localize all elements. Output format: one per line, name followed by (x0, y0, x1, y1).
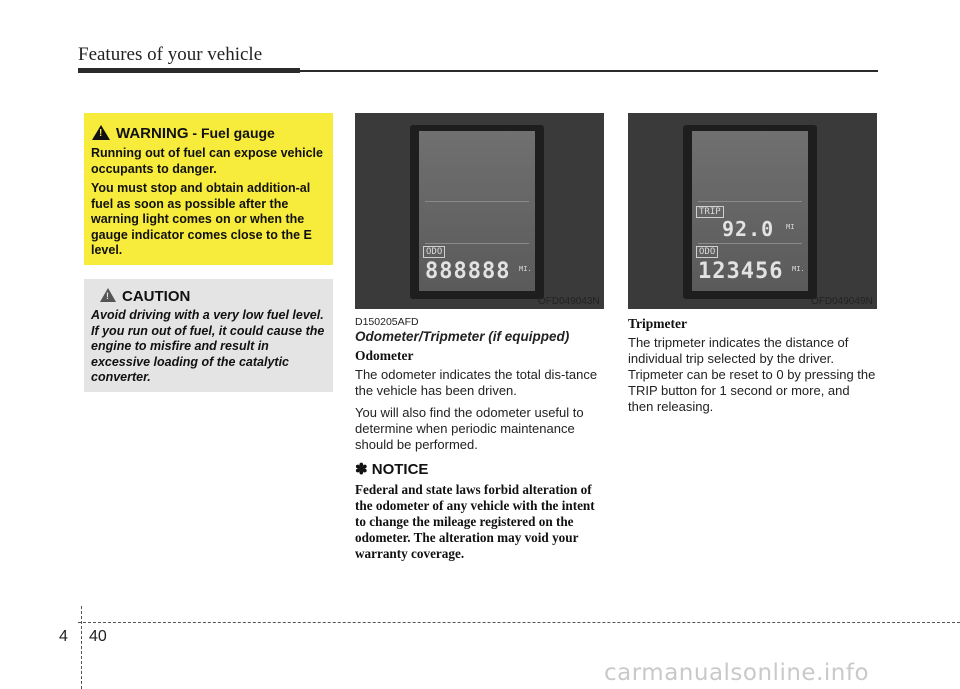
cluster-display-frame (410, 125, 544, 299)
page-header-title: Features of your vehicle (78, 44, 263, 65)
display-divider (698, 201, 802, 202)
header-bar (78, 68, 300, 73)
trip-unit: MI (786, 223, 795, 231)
odometer-figure (355, 113, 604, 309)
tripmeter-figure (628, 113, 877, 309)
odo-digits: 123456 (698, 259, 784, 284)
caution-heading (100, 288, 190, 305)
footer-divider (81, 606, 82, 689)
warning-paragraph: Running out of fuel can expose vehicle occupants to danger. (91, 146, 323, 176)
cluster-display-screen (419, 131, 535, 291)
header-rule (300, 70, 878, 72)
warning-paragraph: You must stop and obtain addition-al fuel as soon as possible after the warning light comes on or when the gauge indicator comes close to the E level. (91, 181, 312, 257)
tripmeter-heading: Tripmeter (628, 316, 687, 331)
odo-unit: MI. (792, 265, 805, 273)
tripmeter-paragraph: The tripmeter indicates the distance of individual trip selected by the driver. Tripmeter can be reset to 0 by pressing the TRIP button for 1 second or more, and then releasing. (628, 335, 876, 414)
warning-heading (92, 125, 275, 142)
display-divider (425, 243, 529, 244)
cluster-display-screen (692, 131, 808, 291)
trip-digits: 92.0 (722, 217, 775, 241)
odo-tag: ODO (696, 246, 718, 258)
odometer-paragraph: The odometer indicates the total dis-tance the vehicle has been driven. (355, 367, 598, 398)
notice-text: Federal and state laws forbid alteration of the odometer of any vehicle with the intent to change the mileage registered on the odometer. The alteration may void your warranty coverage. (355, 482, 595, 561)
odo-tag: ODO (423, 246, 445, 258)
cluster-display-frame (683, 125, 817, 299)
figure-code: OFD049043N (538, 296, 600, 307)
figure-code: OFD049049N (811, 296, 873, 307)
tripmeter-section (628, 316, 877, 421)
document-code: D150205AFD (355, 316, 419, 328)
odometer-section (355, 348, 604, 459)
caution-text: Avoid driving with a very low fuel level. If you run out of fuel, it could cause the engine to misfire and result in excessive loading of the catalytic converter. (91, 308, 325, 384)
display-divider (698, 243, 802, 244)
display-divider (425, 201, 529, 202)
section-subtitle: Odometer/Tripmeter (if equipped) (355, 329, 570, 344)
warning-topic: - Fuel gauge (188, 125, 275, 141)
caution-label: CAUTION (122, 288, 191, 305)
warning-triangle-icon (92, 125, 110, 140)
caution-box (84, 279, 333, 392)
odo-digits: 888888 (425, 259, 511, 284)
trip-tag: TRIP (696, 206, 724, 218)
odo-unit: MI. (519, 265, 532, 273)
warning-text (91, 146, 327, 263)
caution-triangle-icon (100, 288, 116, 302)
chapter-number: 4 (59, 628, 68, 645)
page-number: 40 (89, 628, 107, 645)
warning-label: WARNING (116, 125, 189, 142)
odometer-paragraph: You will also find the odometer useful to determine when periodic maintenance should be performed. (355, 405, 584, 452)
watermark-text: carmanualsonline.info (604, 660, 870, 686)
footer-rule (78, 622, 960, 623)
warning-box (84, 113, 333, 265)
notice-heading: ✽ NOTICE (355, 461, 429, 478)
odometer-heading: Odometer (355, 348, 414, 363)
